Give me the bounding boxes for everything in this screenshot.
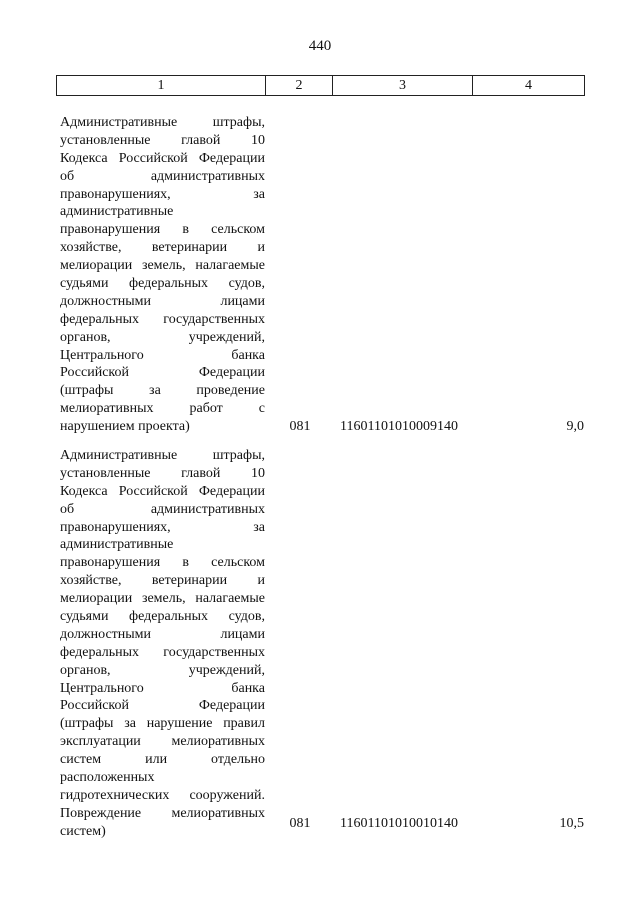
description-line: эксплуатации мелиоративных (60, 734, 265, 750)
kbk-code: 11601101010009140 (340, 419, 458, 434)
description-line: административные (60, 204, 174, 220)
description-line: об административных (60, 168, 265, 184)
column-header-3: 3 (333, 76, 473, 96)
description-line: правонарушениях, за (60, 519, 265, 535)
column-header-table (56, 75, 585, 96)
description-line: (штрафы за нарушение правил (60, 716, 265, 732)
column-header-1: 1 (57, 76, 266, 96)
description-line: Центрального банка (60, 347, 265, 363)
description-line: об административных (60, 501, 265, 517)
description-line: Российской Федерации (60, 698, 265, 714)
description-line: расположенных (60, 770, 155, 786)
row-description (60, 114, 265, 436)
description-line: судьями федеральных судов, (60, 276, 265, 292)
description-line: мелиорации земель, налагаемые (60, 591, 265, 607)
amount: 9,0 (566, 419, 584, 434)
description-line: Административные штрафы, (60, 115, 265, 130)
amount: 10,5 (559, 816, 584, 831)
description-line: органов, учреждений, (60, 329, 265, 345)
description-line: хозяйстве, ветеринарии и (60, 240, 265, 256)
admin-code: 081 (289, 816, 311, 831)
description-line: мелиоративных работ с (60, 401, 265, 417)
description-line: Кодекса Российской Федерации (60, 483, 265, 499)
column-header-2: 2 (266, 76, 333, 96)
description-line: федеральных государственных (60, 644, 265, 660)
description-line: должностными лицами (60, 626, 265, 642)
kbk-code: 11601101010010140 (340, 816, 458, 831)
column-header-row (57, 76, 585, 96)
description-line: Центрального банка (60, 680, 265, 696)
description-line: установленные главой 10 (60, 465, 265, 481)
description-line: установленные главой 10 (60, 132, 265, 148)
description-line: Кодекса Российской Федерации (60, 150, 265, 166)
description-line: судьями федеральных судов, (60, 609, 265, 625)
description-line: гидротехнических сооружений. (60, 787, 265, 803)
page-number: 440 (308, 38, 332, 54)
column-header-4: 4 (473, 76, 585, 96)
description-line: федеральных государственных (60, 311, 265, 327)
description-line: нарушением проекта) (60, 419, 190, 435)
admin-code: 081 (289, 419, 311, 434)
description-line: систем) (60, 823, 106, 839)
description-line: Российской Федерации (60, 365, 265, 381)
description-line: административные (60, 537, 174, 553)
description-line: Повреждение мелиоративных (60, 805, 265, 821)
description-line: Административные штрафы, (60, 448, 265, 463)
description-line: систем или отдельно (60, 752, 265, 768)
description-line: мелиорации земель, налагаемые (60, 258, 265, 274)
description-line: хозяйстве, ветеринарии и (60, 573, 265, 589)
description-line: правонарушения в сельском (60, 555, 265, 571)
description-line: (штрафы за проведение (60, 383, 265, 399)
description-line: правонарушения в сельском (60, 222, 265, 238)
description-line: должностными лицами (60, 293, 265, 309)
description-line: правонарушениях, за (60, 186, 265, 202)
description-line: органов, учреждений, (60, 662, 265, 678)
row-description (60, 447, 265, 841)
